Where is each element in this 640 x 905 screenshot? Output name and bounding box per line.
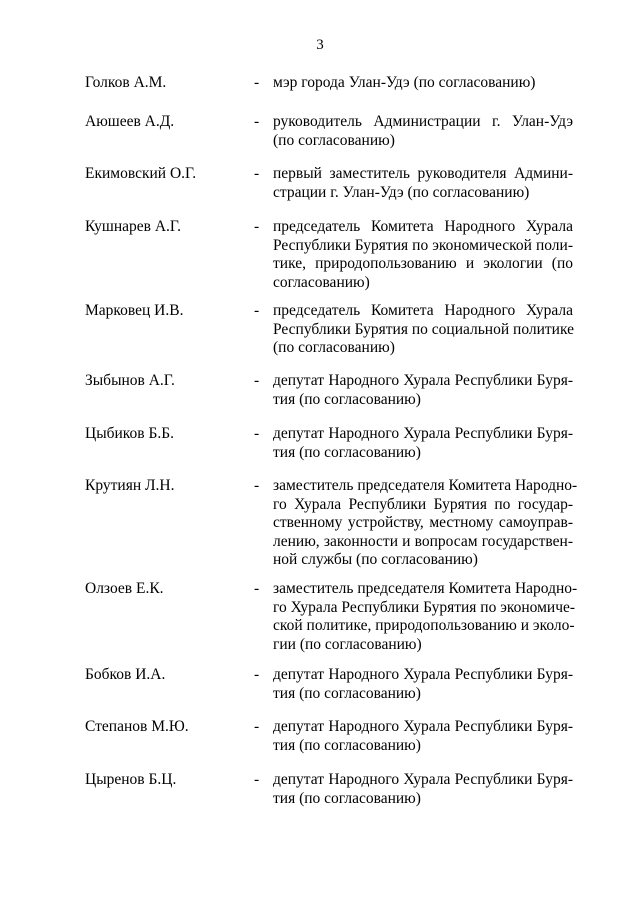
dash-separator: - bbox=[254, 74, 260, 91]
dash-separator: - bbox=[254, 477, 260, 494]
member-name: Цыренов Б.Ц. bbox=[85, 771, 177, 788]
dash-separator: - bbox=[254, 718, 260, 735]
position-line: го Хурала Республики Бурятия по экономиче- bbox=[273, 598, 576, 616]
member-name: Зыбынов А.Г. bbox=[85, 372, 175, 389]
position-line: первый заместитель руководителя Админи- bbox=[273, 165, 573, 182]
position-line: председатель Комитета Народного Хурала bbox=[273, 302, 573, 319]
member-name: Екимовский О.Г. bbox=[85, 165, 197, 182]
member-position bbox=[273, 165, 573, 202]
member-position bbox=[273, 718, 573, 755]
dash-separator: - bbox=[254, 302, 260, 319]
dash-separator: - bbox=[254, 113, 260, 130]
member-position bbox=[273, 74, 573, 93]
position-line: тия (по согласованию) bbox=[273, 390, 421, 408]
member-name: Марковец И.В. bbox=[85, 302, 184, 319]
member-name: Аюшеев А.Д. bbox=[85, 113, 175, 130]
position-line: тия (по согласованию) bbox=[273, 736, 421, 754]
position-line: тия (по согласованию) bbox=[273, 789, 421, 807]
position-line: тике, природопользованию и экологии (по bbox=[273, 255, 573, 273]
member-position bbox=[273, 580, 578, 654]
dash-separator: - bbox=[254, 580, 260, 597]
member-position bbox=[273, 372, 573, 409]
position-line: Республики Бурятия по экономической поли- bbox=[273, 236, 573, 254]
dash-separator: - bbox=[254, 372, 260, 389]
member-position bbox=[273, 425, 573, 462]
member-name: Бобков И.А. bbox=[85, 666, 166, 683]
position-line: страции г. Улан-Удэ (по согласованию) bbox=[273, 183, 530, 201]
position-line: ской политике, природопользованию и эколо- bbox=[273, 617, 575, 635]
position-line: депутат Народного Хурала Республики Буря- bbox=[273, 666, 573, 683]
dash-separator: - bbox=[254, 771, 260, 788]
position-line: ственному устройству, местному самоуправ- bbox=[273, 514, 573, 532]
position-line: председатель Комитета Народного Хурала bbox=[273, 218, 573, 235]
dash-separator: - bbox=[254, 218, 260, 235]
position-line: (по согласованию) bbox=[273, 339, 395, 357]
position-line: лению, законности и вопросам государствен- bbox=[273, 532, 573, 550]
position-line: депутат Народного Хурала Республики Буря- bbox=[273, 372, 573, 389]
member-name: Цыбиков Б.Б. bbox=[85, 425, 175, 442]
position-line: (по согласованию) bbox=[273, 131, 395, 149]
position-line: гии (по согласованию) bbox=[273, 635, 422, 653]
member-name: Кушнарев А.Г. bbox=[85, 218, 182, 235]
member-position bbox=[273, 477, 578, 570]
member-position bbox=[273, 113, 573, 150]
position-line: мэр города Улан-Удэ (по согласованию) bbox=[273, 74, 536, 91]
position-line: согласованию) bbox=[273, 273, 370, 291]
member-position bbox=[273, 666, 573, 703]
member-name: Олзоев Е.К. bbox=[85, 580, 164, 597]
page-number: 3 bbox=[316, 37, 324, 53]
position-line: тия (по согласованию) bbox=[273, 684, 421, 702]
member-name: Крутиян Л.Н. bbox=[85, 477, 175, 494]
dash-separator: - bbox=[254, 165, 260, 182]
position-line: заместитель председателя Комитета Народно- bbox=[273, 580, 578, 597]
member-position bbox=[273, 218, 573, 292]
position-line: ной службы (по согласованию) bbox=[273, 551, 478, 569]
position-line: депутат Народного Хурала Республики Буря- bbox=[273, 771, 573, 788]
member-position bbox=[273, 302, 573, 358]
position-line: Республики Бурятия по социальной политике bbox=[273, 320, 574, 338]
position-line: заместитель председателя Комитета Народно- bbox=[273, 477, 578, 494]
member-position bbox=[273, 771, 573, 808]
dash-separator: - bbox=[254, 425, 260, 442]
member-name: Голков А.М. bbox=[85, 74, 167, 91]
position-line: депутат Народного Хурала Республики Буря- bbox=[273, 425, 573, 442]
position-line: депутат Народного Хурала Республики Буря- bbox=[273, 718, 573, 735]
dash-separator: - bbox=[254, 666, 260, 683]
position-line: тия (по согласованию) bbox=[273, 443, 421, 461]
member-name: Степанов М.Ю. bbox=[85, 718, 189, 735]
position-line: го Хурала Республики Бурятия по государ- bbox=[273, 495, 573, 513]
position-line: руководитель Администрации г. Улан-Удэ bbox=[273, 113, 573, 130]
